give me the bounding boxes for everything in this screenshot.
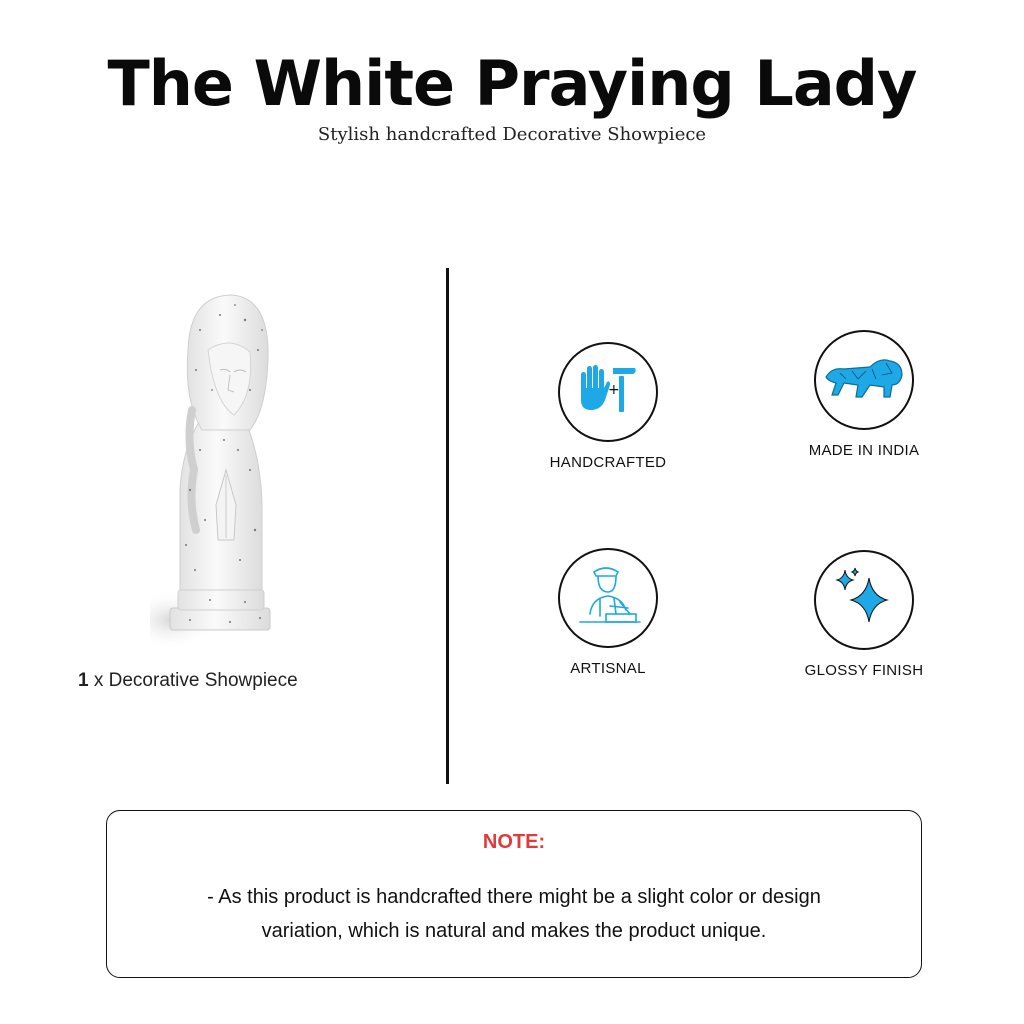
feature-label: MADE IN INDIA xyxy=(808,442,920,459)
product-quantity-caption xyxy=(78,670,298,692)
page-subtitle: Stylish handcrafted Decorative Showpiece xyxy=(317,124,707,145)
feature-icon-circle xyxy=(814,330,914,430)
artisan-icon xyxy=(570,558,646,638)
vertical-divider xyxy=(446,268,449,784)
feature-label: GLOSSY FINISH xyxy=(804,662,924,679)
svg-text:+: + xyxy=(608,382,620,398)
caption-text: x Decorative Showpiece xyxy=(88,670,298,691)
feature-label: ARTISNAL xyxy=(570,660,646,677)
hand-hammer-icon xyxy=(575,360,641,424)
note-text: - As this product is handcrafted there might be a slight color or design variation, which is natural and makes the product unique. xyxy=(207,886,821,942)
feature-artisnal xyxy=(508,548,708,677)
page-title: The White Praying Lady xyxy=(107,47,917,120)
note-box xyxy=(106,810,922,978)
sparkle-icon xyxy=(829,566,899,634)
quantity-value: 1 xyxy=(78,670,89,691)
feature-icon-circle xyxy=(558,342,658,442)
feature-icon-circle xyxy=(558,548,658,648)
feature-label: HANDCRAFTED xyxy=(549,454,667,471)
lion-icon xyxy=(822,355,906,405)
feature-made-in-india xyxy=(764,330,964,459)
feature-handcrafted xyxy=(508,342,708,471)
feature-icon-circle xyxy=(814,550,914,650)
product-image xyxy=(150,290,290,670)
note-title: NOTE: xyxy=(482,831,546,853)
feature-glossy-finish xyxy=(764,550,964,679)
